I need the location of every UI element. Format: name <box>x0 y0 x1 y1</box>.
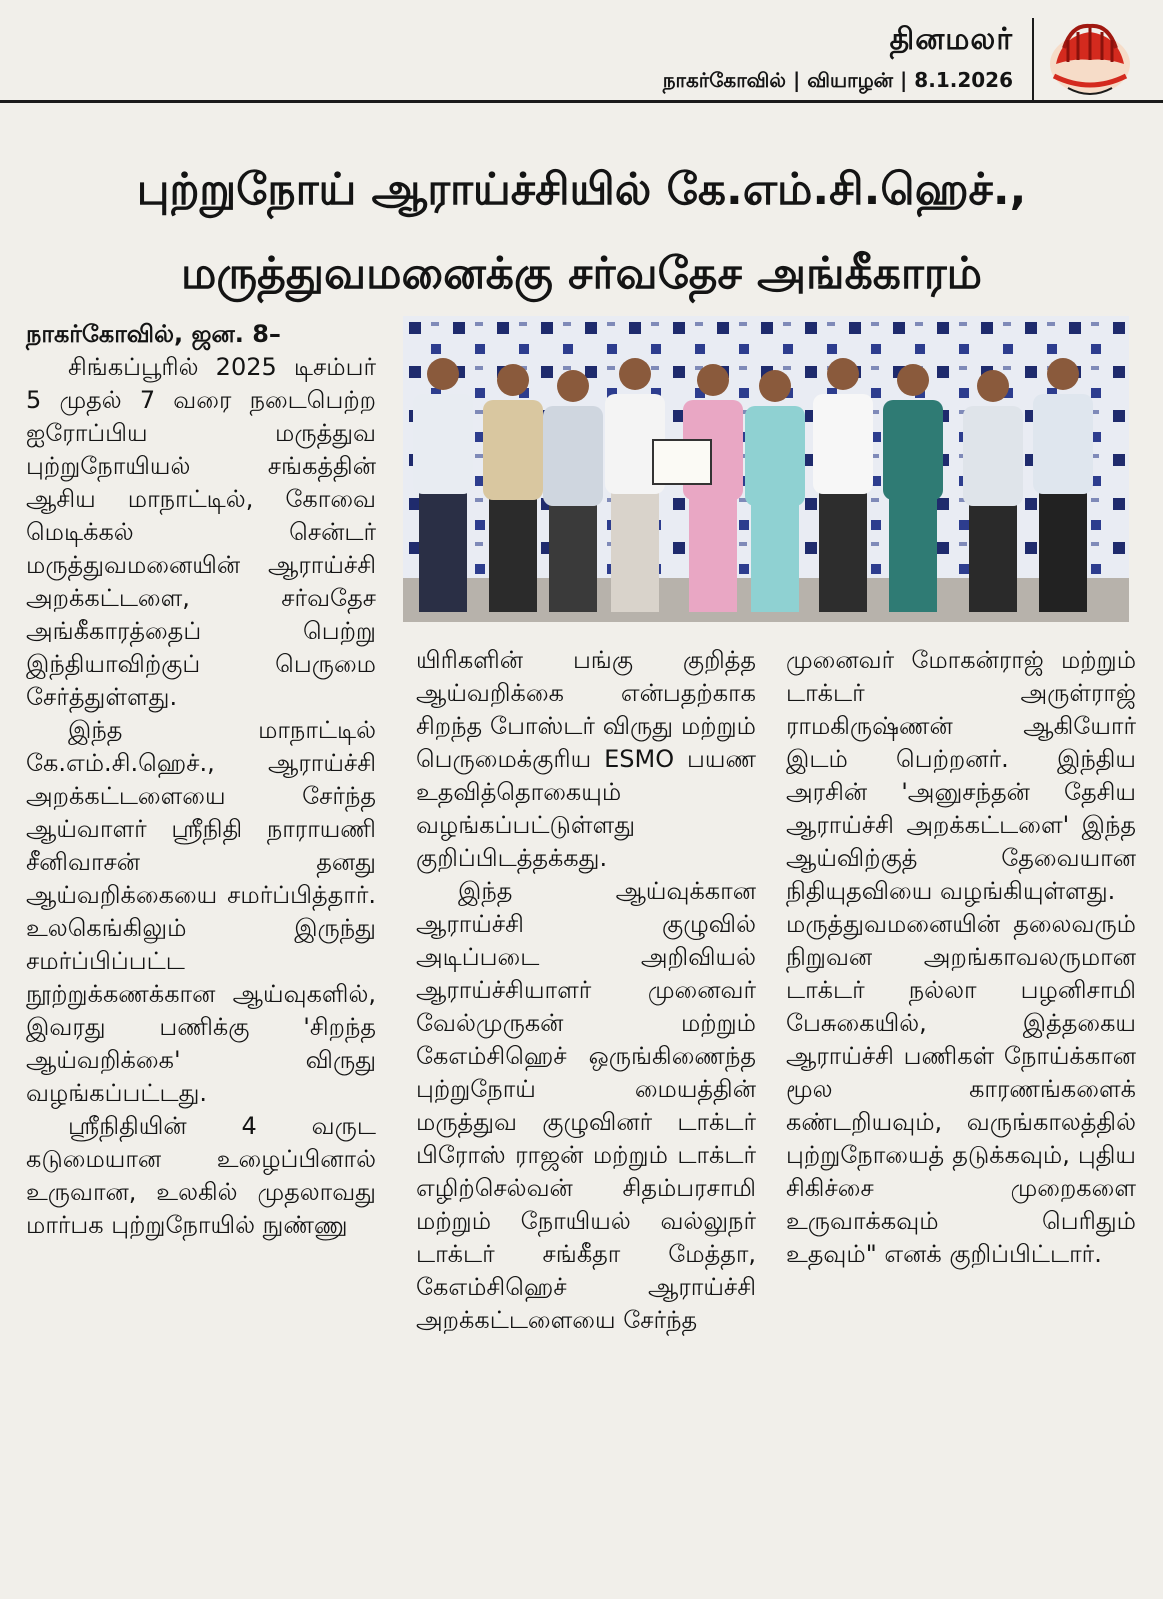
person-legs <box>751 504 799 612</box>
person-head <box>427 358 459 390</box>
person-head <box>759 370 791 402</box>
paragraph-2: இந்த மாநாட்டில் கே.எம்.சி.ஹெச்., ஆராய்ச்சி அறக்கட்டளையை சேர்ந்த ஆய்வாளர் ஸ்ரீநிதி நாராயணி சீனிவாசன் தனது ஆய்வறிக்கையை சமர்ப்பித்தார். உலகெங்கிலும் இருந்து சமர்ப்பிப்பட்ட நூற்றுக்கணக்கான ஆய்வுகளில், இவரது பணிக்கு 'சிறந்த ஆய்வறிக்கை' விருது வழங்கப்பட்டது. <box>26 716 376 1107</box>
person-head <box>1047 358 1079 390</box>
person-legs <box>689 498 737 612</box>
person-torso <box>883 400 943 500</box>
award-photo <box>403 316 1129 622</box>
person-torso <box>1033 394 1093 494</box>
person-torso <box>413 394 473 494</box>
masthead-divider <box>1032 18 1034 100</box>
person-head <box>619 358 651 390</box>
person-legs <box>611 492 659 612</box>
headline-line-2: மருத்துவமனைக்கு சர்வதேச அங்கீகாரம் <box>180 248 983 299</box>
person-legs <box>549 504 597 612</box>
column-2 <box>416 644 756 1337</box>
person-legs <box>969 504 1017 612</box>
person-torso <box>813 394 873 494</box>
paragraph-3-end: யிரிகளின் பங்கு குறித்த ஆய்வறிக்கை என்பதற்காக சிறந்த போஸ்டர் விருது மற்றும் பெருமைக்குரிய ESMO பயண உதவித்தொகையும் வழங்கப்பட்டுள்ளது குறிப்பிடத்தக்கது. <box>416 646 756 872</box>
lotus-logo-icon <box>1042 18 1138 102</box>
person-head <box>497 364 529 396</box>
person-head <box>827 358 859 390</box>
paragraph-3-start: ஸ்ரீநிதியின் 4 வருட கடுமையான உழைப்பினால் உருவான, உலகில் முதலாவது மார்பக புற்றுநோயில் நுண்ணு <box>26 1112 376 1239</box>
masthead-rule <box>0 100 1163 103</box>
person-head <box>557 370 589 402</box>
person-torso <box>963 406 1023 506</box>
person-legs <box>889 498 937 612</box>
person-torso <box>543 406 603 506</box>
person-head <box>697 364 729 396</box>
person-torso <box>483 400 543 500</box>
person-legs <box>489 498 537 612</box>
column-1 <box>26 318 376 1242</box>
person-head <box>897 364 929 396</box>
headline-line-1: புற்றுநோய் ஆராய்ச்சியில் கே.எம்.சி.ஹெச்., <box>136 164 1027 215</box>
person-legs <box>819 492 867 612</box>
certificate <box>653 440 711 484</box>
newspaper-name: தினமலர் <box>889 22 1013 57</box>
person-legs <box>1039 492 1087 612</box>
paragraph-1: சிங்கப்பூரில் 2025 டிசம்பர் 5 முதல் 7 வரை நடைபெற்ற ஐரோப்பிய மருத்துவ புற்றுநோயியல் சங்கத்தின் ஆசிய மாநாட்டில், கோவை மெடிக்கல் சென்டர் மருத்துவமனையின் ஆராய்ச்சி அறக்கட்டளை, சர்வதேச அங்கீகாரத்தைப் பெற்று இந்தியாவிற்குப் பெருமை சேர்த்துள்ளது. <box>26 353 376 711</box>
column-3 <box>786 644 1136 1271</box>
paragraph-4-end: முனைவர் மோகன்ராஜ் மற்றும் டாக்டர் அருள்ராஜ் ராமகிருஷ்ணன் ஆகியோர் இடம் பெற்றனர். இந்திய அரசின் 'அனுசந்தன் தேசிய ஆராய்ச்சி அறக்கட்டளை' இந்த ஆய்விற்குத் தேவையான நிதியுதவியை வழங்கியுள்ளது. <box>786 646 1136 905</box>
article-dateline: நாகர்கோவில், ஜன. 8– <box>26 320 281 348</box>
paragraph-5: மருத்துவமனையின் தலைவரும் நிறுவன அறங்காவலருமான டாக்டர் நல்லா பழனிசாமி பேசுகையில், இத்தகைய ஆராய்ச்சி பணிகள் நோய்க்கான மூல காரணங்களைக் கண்டறியவும், வருங்காலத்தில் புற்றுநோயைத் தடுக்கவும், புதிய சிகிச்சை முறைகளை உருவாக்கவும் பெரிதும் உதவும்" எனக் குறிப்பிட்டார். <box>786 910 1136 1268</box>
edition-dateline: நாகர்கோவில் | வியாழன் | 8.1.2026 <box>662 68 1013 92</box>
masthead <box>0 0 1163 104</box>
person-torso <box>745 406 805 506</box>
person-legs <box>419 492 467 612</box>
paragraph-4: இந்த ஆய்வுக்கான ஆராய்ச்சி குழுவில் அடிப்படை அறிவியல் ஆராய்ச்சியாளர் முனைவர் வேல்முருகன் மற்றும் கேஎம்சிஹெச் ஒருங்கிணைந்த புற்றுநோய் மையத்தின் மருத்துவ குழுவினர் டாக்டர் பிரோஸ் ராஜன் மற்றும் டாக்டர் எழிற்செல்வன் சிதம்பரசாமி மற்றும் நோயியல் வல்லுநர் டாக்டர் சங்கீதா மேத்தா, கேஎம்சிஹெச் ஆராய்ச்சி அறக்கட்டளையை சேர்ந்த <box>416 877 756 1334</box>
person-head <box>977 370 1009 402</box>
